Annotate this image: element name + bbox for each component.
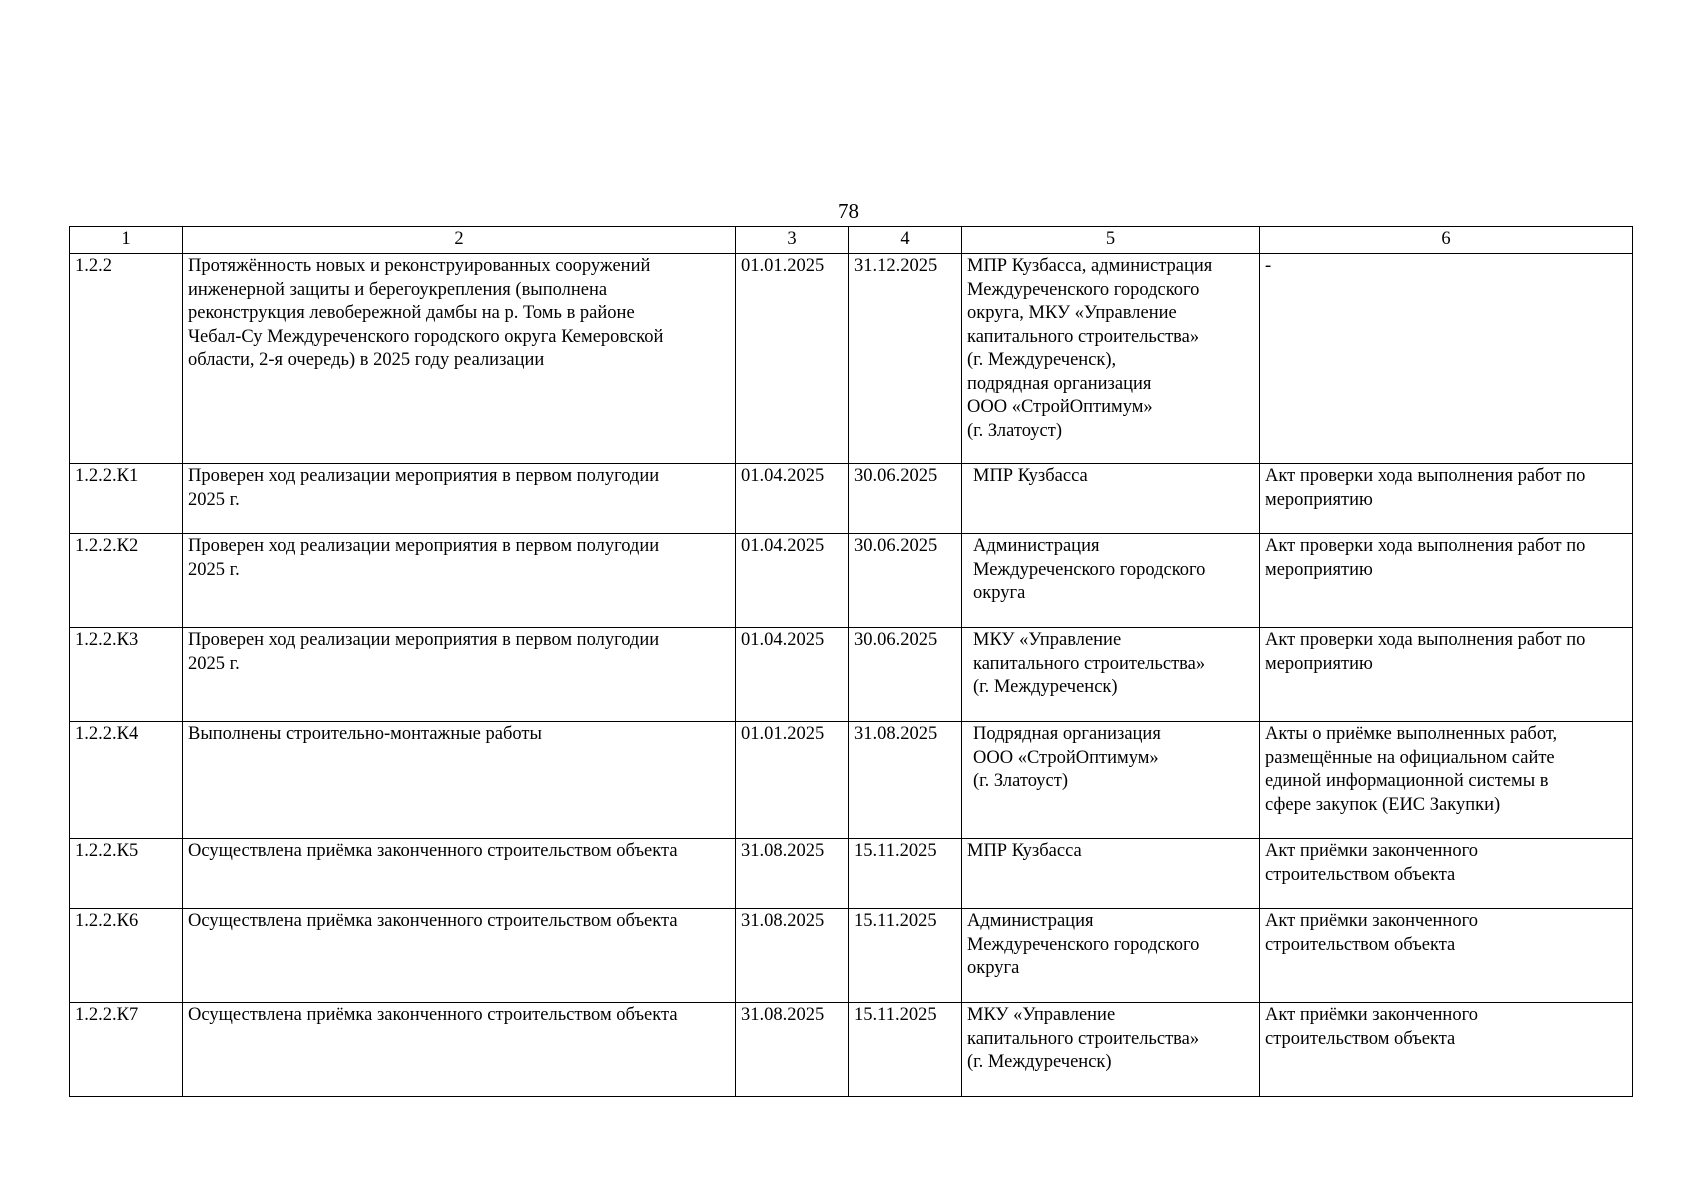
row-description: Проверен ход реализации мероприятия в первом полугодии 2025 г.: [183, 464, 736, 534]
row-result: -: [1260, 254, 1633, 464]
row-result: Акт приёмки законченного строительством объекта: [1260, 1003, 1633, 1097]
row-description: Проверен ход реализации мероприятия в первом полугодии 2025 г.: [183, 534, 736, 628]
row-responsible: МПР Кузбасса, администрация Междуреченского городского округа, МКУ «Управление капитального строительства» (г. Междуреченск), подрядная организация ООО «СтройОптимум» (г. Златоуст): [962, 254, 1260, 464]
table-row: [70, 534, 1633, 628]
table-row: [70, 464, 1633, 534]
row-number: 1.2.2.К2: [70, 534, 183, 628]
row-start-date: 01.01.2025: [736, 254, 849, 464]
row-result: Акт приёмки законченного строительством объекта: [1260, 839, 1633, 909]
row-number: 1.2.2.К5: [70, 839, 183, 909]
row-start-date: 31.08.2025: [736, 1003, 849, 1097]
row-responsible: МКУ «Управление капитального строительства» (г. Междуреченск): [962, 628, 1260, 722]
row-start-date: 01.04.2025: [736, 534, 849, 628]
row-start-date: 01.04.2025: [736, 464, 849, 534]
row-result: Акт проверки хода выполнения работ по мероприятию: [1260, 464, 1633, 534]
plan-table: [69, 226, 1633, 1097]
table-row: [70, 254, 1633, 464]
row-end-date: 15.11.2025: [849, 839, 962, 909]
column-header-2: 2: [183, 227, 736, 254]
row-responsible: МПР Кузбасса: [962, 464, 1260, 534]
row-responsible: Администрация Междуреченского городского округа: [962, 909, 1260, 1003]
row-result: Акт проверки хода выполнения работ по мероприятию: [1260, 534, 1633, 628]
row-number: 1.2.2.К4: [70, 722, 183, 839]
column-header-6: 6: [1260, 227, 1633, 254]
row-end-date: 31.12.2025: [849, 254, 962, 464]
row-end-date: 15.11.2025: [849, 909, 962, 1003]
table-row: [70, 1003, 1633, 1097]
row-start-date: 31.08.2025: [736, 839, 849, 909]
row-end-date: 15.11.2025: [849, 1003, 962, 1097]
row-description: Осуществлена приёмка законченного строительством объекта: [183, 1003, 736, 1097]
table-row: [70, 722, 1633, 839]
row-number: 1.2.2.К6: [70, 909, 183, 1003]
row-result: Акт проверки хода выполнения работ по мероприятию: [1260, 628, 1633, 722]
row-responsible: Подрядная организация ООО «СтройОптимум» (г. Златоуст): [962, 722, 1260, 839]
table-row: [70, 839, 1633, 909]
row-end-date: 30.06.2025: [849, 534, 962, 628]
header-row: [70, 227, 1633, 254]
row-start-date: 01.04.2025: [736, 628, 849, 722]
column-header-3: 3: [736, 227, 849, 254]
row-description: Выполнены строительно-монтажные работы: [183, 722, 736, 839]
row-responsible: МКУ «Управление капитального строительства» (г. Междуреченск): [962, 1003, 1260, 1097]
row-end-date: 30.06.2025: [849, 628, 962, 722]
row-number: 1.2.2.К7: [70, 1003, 183, 1097]
column-header-4: 4: [849, 227, 962, 254]
row-result: Акты о приёмке выполненных работ, размещённые на официальном сайте единой информационной системы в сфере закупок (ЕИС Закупки): [1260, 722, 1633, 839]
column-header-5: 5: [962, 227, 1260, 254]
row-start-date: 01.01.2025: [736, 722, 849, 839]
row-number: 1.2.2.К1: [70, 464, 183, 534]
row-result: Акт приёмки законченного строительством объекта: [1260, 909, 1633, 1003]
row-end-date: 30.06.2025: [849, 464, 962, 534]
column-header-1: 1: [70, 227, 183, 254]
row-end-date: 31.08.2025: [849, 722, 962, 839]
row-responsible: МПР Кузбасса: [962, 839, 1260, 909]
table-row: [70, 628, 1633, 722]
row-responsible: Администрация Междуреченского городского округа: [962, 534, 1260, 628]
row-number: 1.2.2: [70, 254, 183, 464]
row-start-date: 31.08.2025: [736, 909, 849, 1003]
row-description: Проверен ход реализации мероприятия в первом полугодии 2025 г.: [183, 628, 736, 722]
table-row: [70, 909, 1633, 1003]
row-description: Протяжённость новых и реконструированных сооружений инженерной защиты и берегоукрепления (выполнена реконструкция левобережной дамбы на р. Томь в районе Чебал-Су Междуреченского городского округа Кемеровской области, 2-я очередь) в 2025 году реализации: [183, 254, 736, 464]
row-number: 1.2.2.К3: [70, 628, 183, 722]
page-number: 78: [838, 199, 859, 223]
row-description: Осуществлена приёмка законченного строительством объекта: [183, 839, 736, 909]
row-description: Осуществлена приёмка законченного строительством объекта: [183, 909, 736, 1003]
